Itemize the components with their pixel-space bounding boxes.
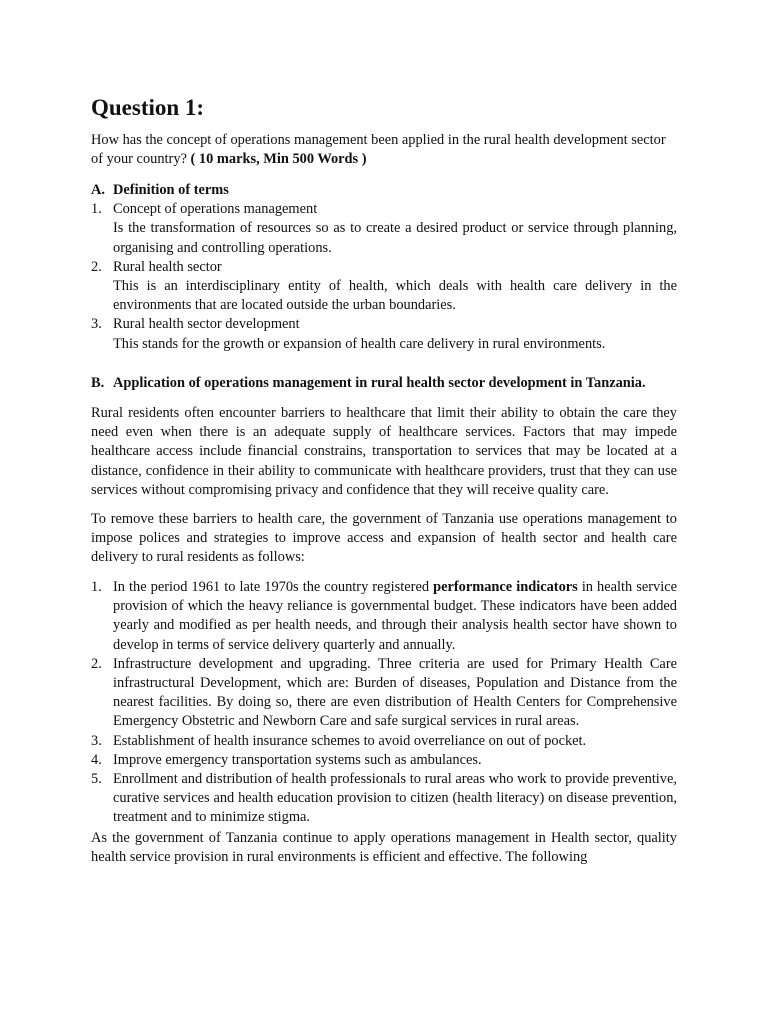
list-number: 2. [91, 258, 102, 275]
list-item-text: Improve emergency transportation systems such as ambulances. [113, 751, 482, 768]
section-a-marker: A. [91, 182, 105, 198]
list-number: 2. [91, 655, 102, 672]
section-a-heading [91, 181, 677, 200]
applications-list [91, 578, 677, 828]
list-item [91, 770, 677, 828]
list-item-text: In the period 1961 to late 1970s the country registered performance indicators in health service provision of which the heavy reliance is governmental budget. These indicators have been added yearly and modified as per health needs, and through their analysis health sector have shown to develop in terms of service delivery quarterly and annually. [113, 579, 677, 653]
section-b-heading [91, 374, 677, 393]
term-definition: Is the transformation of resources so as to create a desired product or service through planning, organising and controlling operations. [113, 220, 677, 256]
term-title: Rural health sector [113, 258, 222, 275]
list-number: 3. [91, 316, 102, 333]
list-number: 5. [91, 771, 102, 788]
term-title: Rural health sector development [113, 316, 300, 333]
list-item [91, 732, 677, 751]
definition-item [91, 258, 677, 316]
list-number: 1. [91, 579, 102, 595]
section-definitions [91, 181, 677, 354]
section-a-title: Definition of terms [113, 182, 229, 198]
list-item [91, 578, 677, 655]
list-item-text: Enrollment and distribution of health professionals to rural areas who work to provide preventive, curative services and health education provision to citizen (health literacy) on disease prevention, treatment and to minimize stigma. [113, 771, 677, 826]
question-prompt [91, 131, 677, 169]
list-item-text: Establishment of health insurance schemes to avoid overreliance on out of pocket. [113, 732, 587, 749]
definition-item [91, 200, 677, 258]
body-paragraph-conclusion: As the government of Tanzania continue to apply operations management in Health sector, quality health service provision in rural environments is efficient and effective. The following [91, 830, 677, 866]
body-paragraph-barriers: Rural residents often encounter barriers to healthcare that limit their ability to obtain the care they need even when there is an adequate supply of healthcare services. Factors that may impede healthcare access include financial constrains, transportation to services that may be located at a distance, confidence in their ability to communicate with healthcare providers, trust that they can use services without compromising privacy and confidence that they will receive quality care. [91, 405, 677, 498]
question-title: Question 1: [91, 95, 205, 120]
definition-item [91, 315, 677, 353]
list-item [91, 751, 677, 770]
marks-requirement: ( 10 marks, Min 500 Words ) [190, 151, 367, 168]
body-paragraph-government: To remove these barriers to health care, the government of Tanzania use operations management to impose polices and strategies to improve access and expansion of health sector and health care delivery to rural residents as follows: [91, 511, 677, 566]
question-prompt-text: How has the concept of operations management been applied in the rural health development sector of your country? [91, 132, 666, 168]
emphasis-performance-indicators: performance indicators [433, 579, 578, 595]
section-b-title: Application of operations management in rural health sector development in Tanzania. [113, 375, 646, 391]
list-number: 4. [91, 751, 102, 768]
term-definition: This stands for the growth or expansion of health care delivery in rural environments. [113, 335, 606, 352]
section-b-marker: B. [91, 375, 105, 391]
term-definition: This is an interdisciplinary entity of health, which deals with health care delivery in the environments that are located outside the urban boundaries. [113, 278, 677, 314]
list-item-text: Infrastructure development and upgrading. Three criteria are used for Primary Health Care infrastructural Development, which are: Burden of diseases, Population and Distance from the nearest facilities. By doing so, there are even distribution of Health Centers for Comprehensive Emergency Obstetric and Newborn Care and safe surgical services in rural areas. [113, 655, 677, 730]
list-number: 3. [91, 732, 102, 749]
term-title: Concept of operations management [113, 201, 318, 218]
list-number: 1. [91, 201, 102, 218]
definitions-list [91, 200, 677, 354]
list-item [91, 655, 677, 732]
